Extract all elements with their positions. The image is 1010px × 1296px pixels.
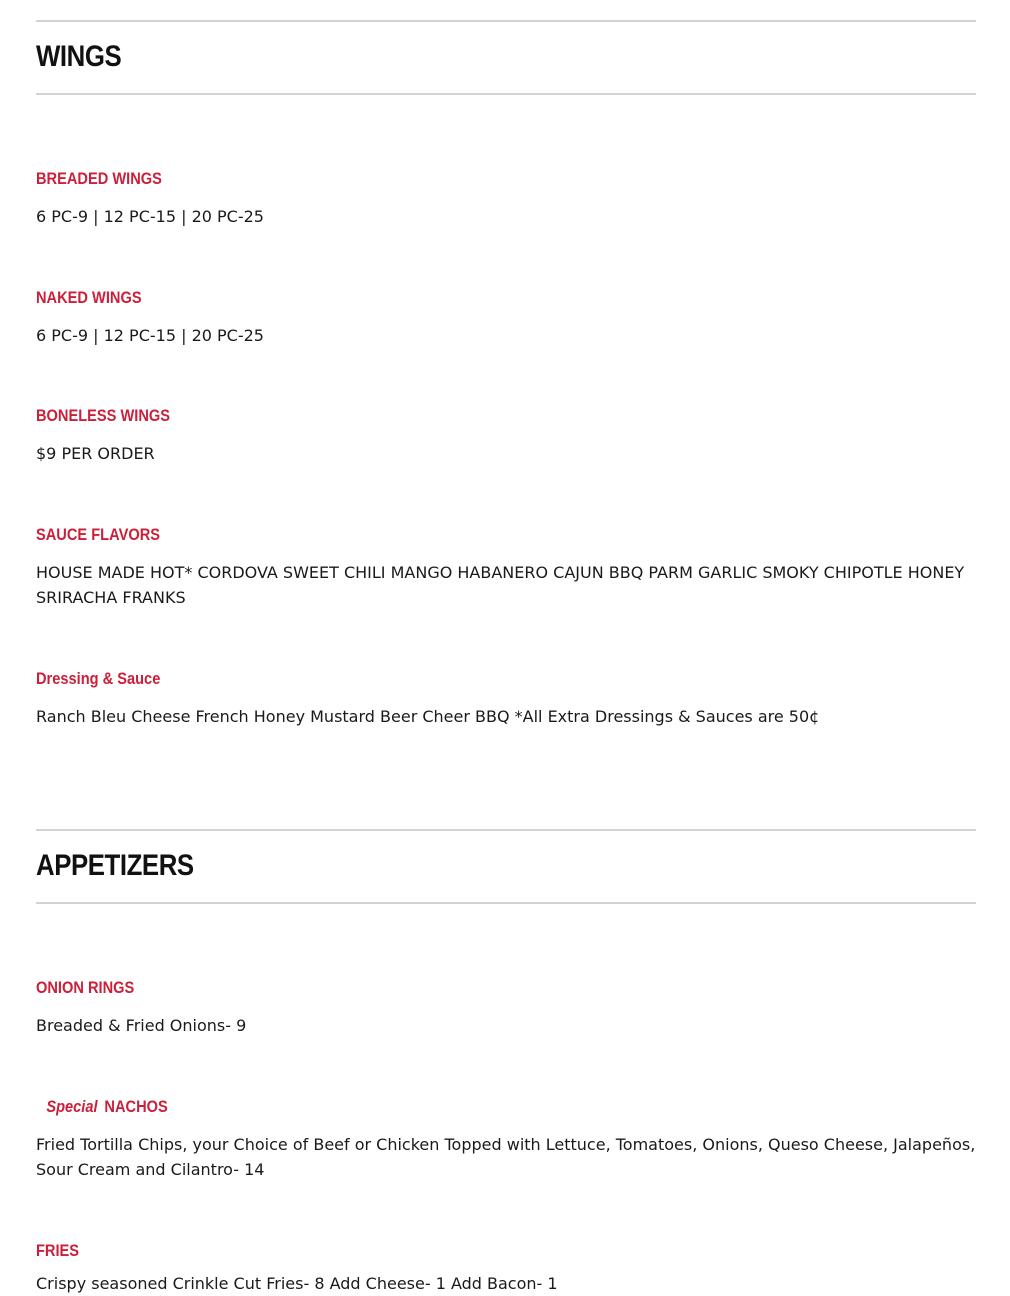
item-name: BREADED WINGS (36, 169, 162, 188)
item-name: FRIES (36, 1241, 80, 1260)
menu-item-naked-wings (36, 289, 159, 306)
menu-item-dressing-sauce (36, 670, 181, 687)
menu-item-nachos (36, 1098, 189, 1115)
item-name: Dressing & Sauce (36, 669, 161, 688)
item-name: BONELESS WINGS (36, 406, 171, 425)
menu-item-breaded-wings (36, 170, 182, 187)
item-description: Ranch Bleu Cheese French Honey Mustard Beer Cheer BBQ *All Extra Dressings & Sauces are 50¢ (36, 707, 820, 726)
item-description: HOUSE MADE HOT* CORDOVA SWEET CHILI MANGO HABANERO CAJUN BBQ PARM GARLIC SMOKY CHIPOTLE HONEY SRIRACHA FRANKS (36, 563, 965, 607)
item-description: Crispy seasoned Crinkle Cut Fries- 8 Add Cheese- 1 Add Bacon- 1 (36, 1274, 558, 1293)
menu-item-boneless-wings (36, 407, 192, 424)
item-description: $9 PER ORDER (36, 444, 155, 463)
item-description: Fried Tortilla Chips, your Choice of Beef or Chicken Topped with Lettuce, Tomatoes, Onions, Queso Cheese, Jalapeños, Sour Cream and Cilantro- 14 (36, 1135, 976, 1179)
special-badge: Special (46, 1097, 98, 1116)
menu-item-sauce-flavors (36, 526, 180, 543)
section-title-appetizers: APPETIZERS (36, 849, 194, 882)
section-top-divider (36, 20, 976, 22)
menu-item-fries (36, 1242, 86, 1259)
item-name: NACHOS (104, 1097, 168, 1116)
item-name: SAUCE FLAVORS (36, 525, 161, 544)
item-description: 6 PC-9 | 12 PC-15 | 20 PC-25 (36, 326, 264, 345)
section-bottom-divider (36, 93, 976, 95)
item-description: 6 PC-9 | 12 PC-15 | 20 PC-25 (36, 207, 264, 226)
item-name: ONION RINGS (36, 978, 135, 997)
section-bottom-divider (36, 902, 976, 904)
section-top-divider (36, 829, 976, 831)
item-description: Breaded & Fried Onions- 9 (36, 1016, 247, 1035)
section-title-wings: WINGS (36, 40, 122, 73)
item-name: NAKED WINGS (36, 288, 142, 307)
item-name-with-badge (36, 1098, 168, 1115)
menu-item-onion-rings (36, 979, 150, 996)
